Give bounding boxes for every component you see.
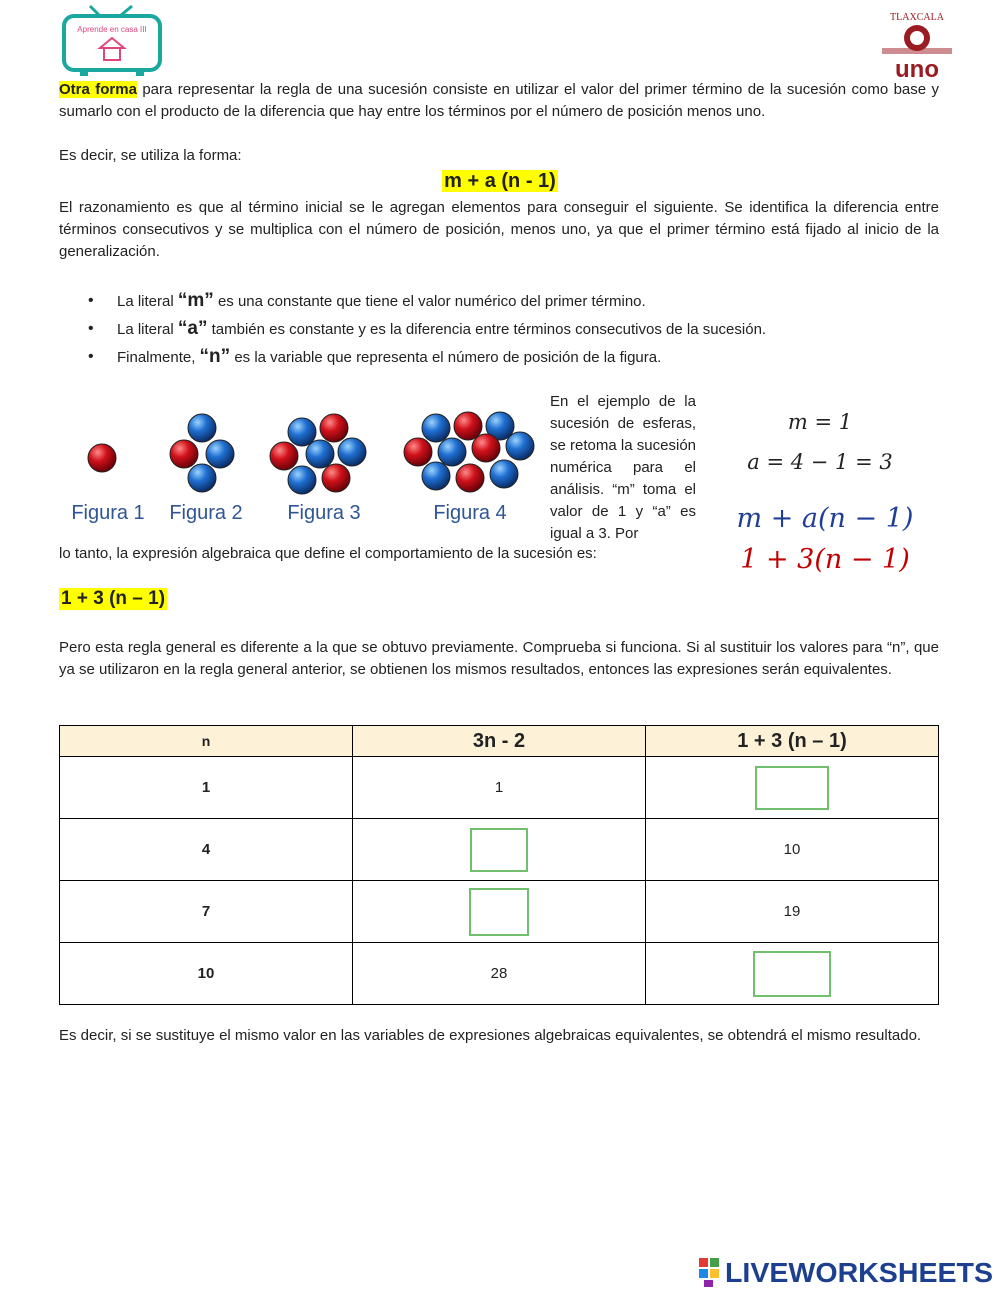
answer-cell: [646, 757, 939, 819]
cell-n: 10: [60, 943, 353, 1005]
list-item: • Finalmente, “n” es la variable que representa el número de posición de la figura.: [88, 343, 968, 371]
brand-text: LIVEWORKSHEETS: [725, 1257, 993, 1288]
answer-cell: [353, 881, 646, 943]
figure-1-label: Figura 1: [71, 502, 145, 524]
cell-value: 28: [353, 943, 646, 1005]
answer-input[interactable]: [755, 766, 829, 810]
es-decir-label: Es decir, se utiliza la forma:: [59, 147, 242, 164]
table-row: [60, 819, 939, 881]
figure-3-spheres: [270, 414, 366, 494]
cell-value: 1: [353, 757, 646, 819]
figure-1-spheres: [88, 444, 116, 472]
figure-3-label: Figura 3: [287, 502, 361, 524]
logo-right-bottom: uno: [895, 56, 939, 80]
table-row: [60, 881, 939, 943]
answer-cell: [353, 819, 646, 881]
header-n: n: [60, 726, 353, 757]
table-row: [60, 757, 939, 819]
general-formula: [0, 170, 1000, 193]
header-3n-2: 3n - 2: [353, 726, 646, 757]
aprende-en-casa-logo: [60, 4, 164, 78]
cell-n: 4: [60, 819, 353, 881]
formula-text: m + a (n - 1): [444, 170, 556, 192]
check-paragraph: Pero esta regla general es diferente a la que se obtuvo previamente. Comprueba si funciona. Si al sustituir los valores para “n”, que ya se utilizaron en la regla general anterior, se obtienen los mismos resultados, entonces las expresiones serán equivalentes.: [59, 639, 939, 678]
specific-expression: 1 + 3(n − 1): [740, 544, 910, 575]
cell-n: 1: [60, 757, 353, 819]
intro-highlight: Otra forma: [59, 81, 137, 98]
answer-cell: [646, 943, 939, 1005]
answer-input[interactable]: [753, 951, 831, 997]
cell-value: 10: [646, 819, 939, 881]
literals-list: [88, 287, 968, 371]
sequence-expression: 1 + 3 (n – 1): [61, 588, 166, 609]
escuela-uno-logo: [874, 8, 960, 80]
intro-paragraph: [59, 79, 939, 123]
figure-4-label: Figura 4: [433, 502, 507, 524]
comparison-table: [59, 725, 939, 1005]
logo-right-top: TLAXCALA: [890, 12, 944, 23]
figure-4-spheres: [404, 412, 534, 492]
closing-paragraph: Es decir, si se sustituye el mismo valor en las variables de expresiones algebraicas equivalentes, se obtendrá el mismo resultado.: [59, 1027, 922, 1044]
list-item: • La literal “a” también es constante y es la diferencia entre términos consecutivos de la sucesión.: [88, 315, 968, 343]
continuation-text: lo tanto, la expresión algebraica que define el comportamiento de la sucesión es:: [59, 545, 597, 562]
general-expression: m + a(n − 1): [736, 503, 914, 534]
cell-value: 19: [646, 881, 939, 943]
cell-n: 7: [60, 881, 353, 943]
side-explanation: En el ejemplo de la sucesión de esferas, se retoma la sucesión numérica para el análisis. “m” toma el valor de 1 y “a” es igual a 3. Por: [550, 393, 696, 542]
answer-input[interactable]: [469, 888, 529, 936]
figure-2-label: Figura 2: [169, 502, 243, 524]
intro-rest: para representar la regla de una sucesión consiste en utilizar el valor del primer término de la sucesión como base y sumarlo con el producto de la diferencia que hay entre los términos por el número de posición menos uno.: [59, 81, 939, 120]
table-row: [60, 943, 939, 1005]
a-equation: a = 4 − 1 = 3: [747, 450, 893, 474]
m-equation: m = 1: [787, 410, 853, 434]
reasoning-paragraph: El razonamiento es que al término inicial se le agregan elementos para conseguir el siguiente. Se identifica la diferencia entre términos consecutivos y se multiplica con el número de posición, menos uno, ya que el primer término está fijado al inicio de la generalización.: [59, 199, 939, 260]
liveworksheets-logo: [697, 1253, 997, 1289]
logo-left-text: Aprende en casa III: [77, 25, 147, 34]
figure-2-spheres: [170, 414, 234, 492]
answer-input[interactable]: [470, 828, 528, 872]
sphere-figures: [60, 400, 550, 500]
header-expression: 1 + 3 (n – 1): [646, 726, 939, 757]
list-item: • La literal “m” es una constante que tiene el valor numérico del primer término.: [88, 287, 968, 315]
